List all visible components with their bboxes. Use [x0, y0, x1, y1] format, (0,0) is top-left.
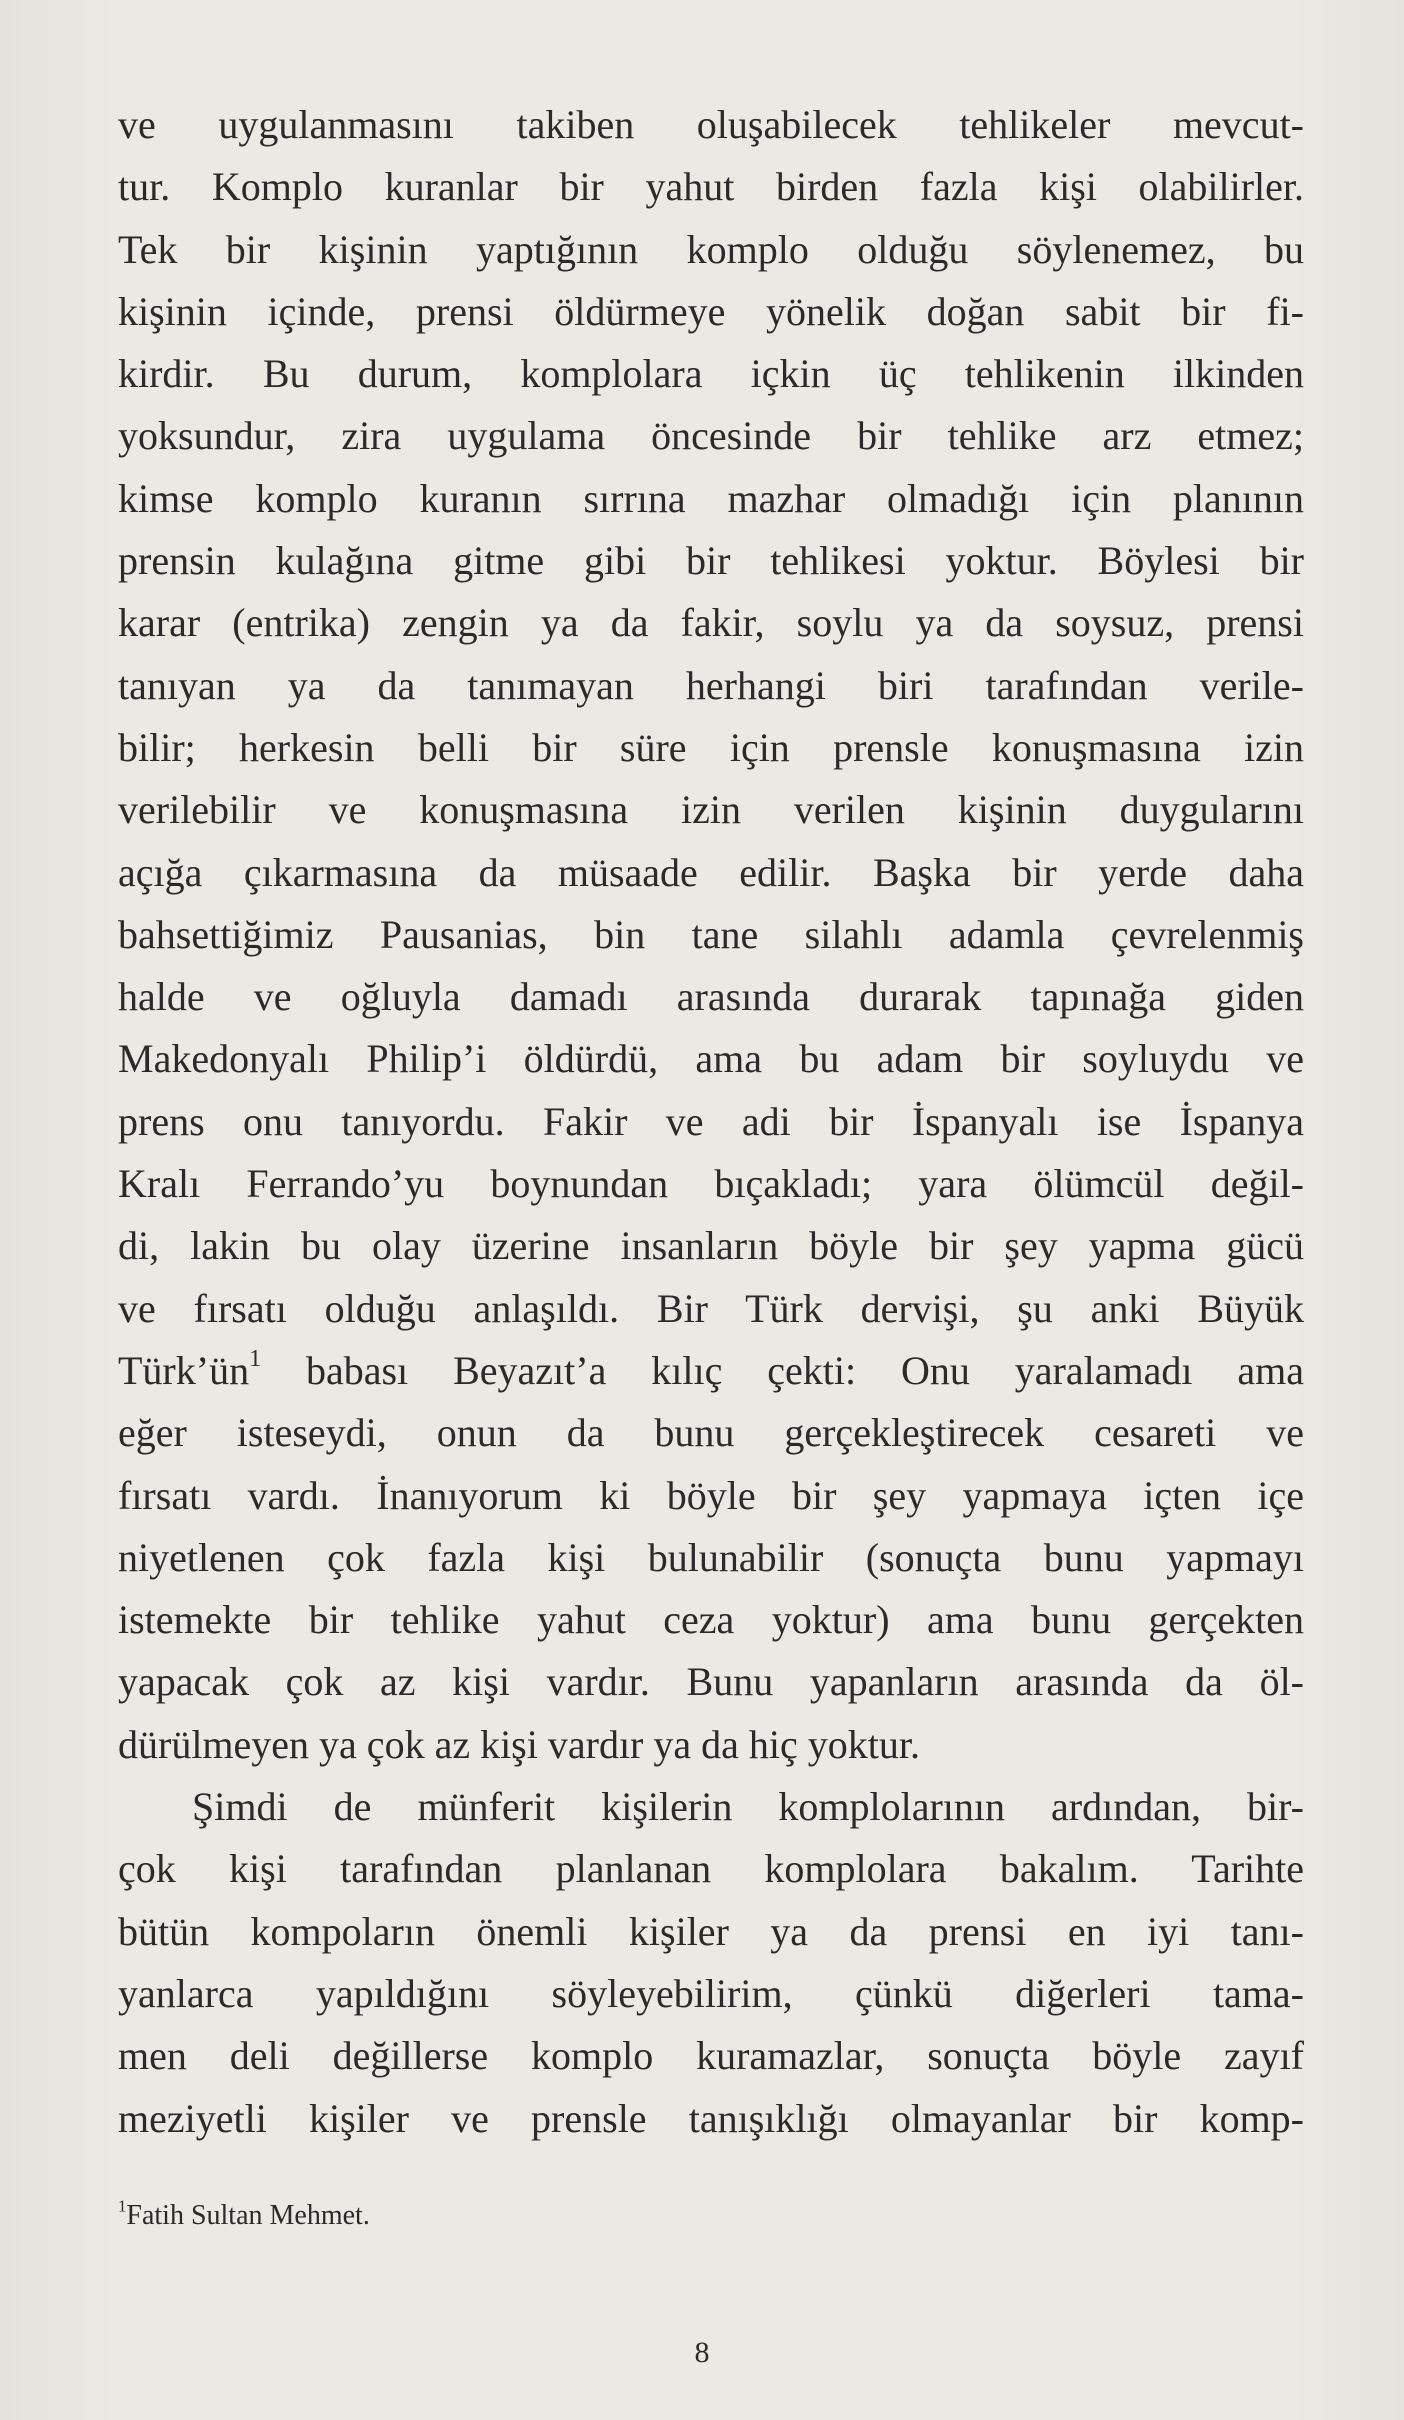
page-number: 8 — [694, 2336, 710, 2369]
text-line: yoksundur, zira uygulama öncesinde bir tehlike arz etmez; — [118, 413, 1304, 459]
text-line: niyetlenen çok fazla kişi bulunabilir (sonuçta bunu yapmayı — [118, 1534, 1304, 1580]
text-line: meziyetli kişiler ve prensle tanışıklığı olmayanlar bir komp- — [118, 2095, 1304, 2141]
text-line: istemekte bir tehlike yahut ceza yoktur) ama bunu gerçekten — [118, 1597, 1304, 1643]
text-line: men deli değillerse komplo kuramazlar, sonuçta böyle zayıf — [118, 2033, 1304, 2079]
text-fragment: babası Beyazıt’a kılıç çekti: Onu yaralamadı ama — [261, 1347, 1304, 1393]
text-line: di, lakin bu olay üzerine insanların böyle bir şey yapma gücü — [118, 1223, 1304, 1269]
text-line: tur. Komplo kuranlar bir yahut birden fazla kişi olabilirler. — [118, 164, 1304, 210]
text-line: bilir; herkesin belli bir süre için prensle konuşmasına izin — [118, 724, 1304, 770]
text-line: ve fırsatı olduğu anlaşıldı. Bir Türk dervişi, şu anki Büyük — [118, 1285, 1304, 1331]
text-line: tanıyan ya da tanımayan herhangi biri tarafından verile- — [118, 662, 1304, 708]
paragraph-first-line: Şimdi de münferit kişilerin komplolarının ardından, bir- — [192, 1784, 1304, 1830]
text-line: kirdir. Bu durum, komplolara içkin üç tehlikenin ilkinden — [118, 351, 1304, 397]
footnote-marker: 1 — [118, 2196, 127, 2216]
text-line: yapacak çok az kişi vardır. Bunu yapanların arasında da öl- — [118, 1659, 1304, 1705]
body-text — [118, 94, 1304, 2150]
text-line: bütün kompoların önemli kişiler ya da prensi en iyi tanı- — [118, 1908, 1304, 1954]
text-fragment: Türk’ün — [118, 1347, 250, 1393]
text-line: bahsettiğimiz Pausanias, bin tane silahlı adamla çevrelenmiş — [118, 911, 1304, 957]
text-line: eğer isteseydi, onun da bunu gerçekleştirecek cesareti ve — [118, 1410, 1304, 1456]
text-line: Kralı Ferrando’yu boynundan bıçakladı; yara ölümcül değil- — [118, 1161, 1304, 1207]
text-line: kimse komplo kuranın sırrına mazhar olmadığı için planının — [118, 475, 1304, 521]
text-line: prensin kulağına gitme gibi bir tehlikesi yoktur. Böylesi bir — [118, 538, 1304, 584]
text-line: çok kişi tarafından planlanan komplolara bakalım. Tarihte — [118, 1846, 1304, 1892]
text-line: açığa çıkarmasına da müsaade edilir. Başka bir yerde daha — [118, 849, 1304, 895]
text-line: halde ve oğluyla damadı arasında durarak tapınağa giden — [118, 974, 1304, 1020]
text-line: Tek bir kişinin yaptığının komplo olduğu söylenemez, bu — [118, 226, 1304, 272]
footnote-reference: 1 — [249, 1345, 262, 1372]
footnote-text: Fatih Sultan Mehmet. — [126, 2200, 370, 2231]
text-line: yanlarca yapıldığını söyleyebilirim, çünkü diğerleri tama- — [118, 1970, 1304, 2016]
text-line: dürülmeyen ya çok az kişi vardır ya da hiç yoktur. — [118, 1721, 920, 1767]
text-line: karar (entrika) zengin ya da fakir, soylu ya da soysuz, prensi — [118, 600, 1304, 646]
text-line: Makedonyalı Philip’i öldürdü, ama bu adam bir soyluydu ve — [118, 1036, 1304, 1082]
text-line: kişinin içinde, prensi öldürmeye yönelik doğan sabit bir fi- — [118, 288, 1304, 334]
text-line: fırsatı vardı. İnanıyorum ki böyle bir şey yapmaya içten içe — [118, 1472, 1304, 1518]
text-line-with-footnote-ref — [118, 1340, 1304, 1402]
text-line: prens onu tanıyordu. Fakir ve adi bir İspanyalı ise İspanya — [118, 1098, 1304, 1144]
text-line: verilebilir ve konuşmasına izin verilen kişinin duygularını — [118, 787, 1304, 833]
text-line: ve uygulanmasını takiben oluşabilecek tehlikeler mevcut- — [118, 102, 1304, 147]
footnote — [118, 2196, 370, 2232]
